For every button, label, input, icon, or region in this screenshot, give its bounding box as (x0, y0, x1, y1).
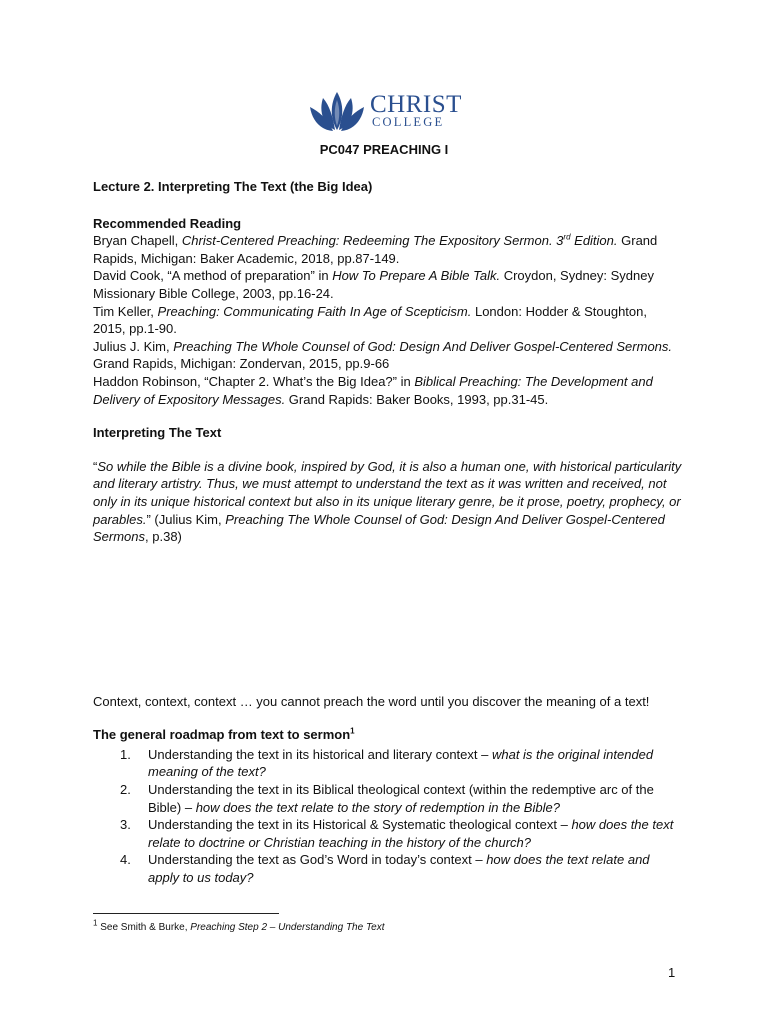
reading-entry: Bryan Chapell, Christ-Centered Preaching: Redeeming The Expository Sermon. 3rd Edition. Grand Rapids, Michigan: Baker Academic, 2018, pp.87-149. (93, 232, 658, 266)
footnote-divider (93, 913, 279, 914)
roadmap-heading: The general roadmap from text to sermon$^1$ (93, 726, 355, 743)
reading-entry: David Cook, “A method of preparation” in How To Prepare A Bible Talk. Croydon, Sydney: Sydney Missionary Bible College, 2003, pp.16-24. (93, 268, 654, 301)
footnote: $^1$ See Smith & Burke, Preaching Step 2 – Understanding The Text (93, 918, 385, 933)
list-item: 4. Understanding the text as God’s Word in today’s context – how does the text relate and apply to us today? (120, 852, 650, 886)
logo-text-christ: CHRIST (370, 91, 462, 118)
reading-entry: Julius J. Kim, Preaching The Whole Counsel of God: Design And Deliver Gospel-Centered Sermons. Grand Rapids, Michigan: Zondervan, 2015, pp.9-66 (93, 338, 673, 372)
context-paragraph: Context, context, context … you cannot preach the word until you discover the meaning of a text! (93, 693, 650, 709)
roadmap-list (93, 746, 683, 887)
lotus-icon (308, 90, 366, 134)
interpreting-heading: Interpreting The Text (93, 425, 222, 441)
reading-list (93, 232, 683, 408)
list-item: 1. Understanding the text in its historical and literary context – what is the original intended meaning of the text? (120, 746, 654, 780)
page-number: 1 (668, 965, 676, 980)
logo-text-college: COLLEGE (372, 115, 445, 129)
course-title: PC047 PREACHING I (319, 142, 449, 157)
kim-quote: “So while the Bible is a divine book, inspired by God, it is also a human one, with historical particularity and literary artistry. Thus, we must attempt to understand the text as it was written and received, not only in its unique historical context but also in its unique literary genre, be it prose, poetry, prophecy, or parables.” (Julius Kim, Preaching The Whole Counsel of God: Design And Deliver Gospel-Centered Sermons, p.38) (93, 458, 682, 545)
college-logo (308, 90, 468, 134)
reading-heading: Recommended Reading (93, 215, 242, 231)
blank-space (93, 546, 683, 693)
main-content (93, 178, 683, 887)
reading-entry: Tim Keller, Preaching: Communicating Faith In Age of Scepticism. London: Hodder & Stoughton, 2015, pp.1-90. (93, 303, 647, 337)
lecture-title: Lecture 2. Interpreting The Text (the Big Idea) (93, 179, 373, 194)
list-item: 2. Understanding the text in its Biblical theological context (within the redemptive arc of the Bible) – how does the text relate to the story of redemption in the Bible? (120, 782, 654, 815)
list-item: 3. Understanding the text in its Historical & Systematic theological context – how does the text relate to doctrine or Christian teaching in the history of the church? (120, 817, 674, 850)
reading-entry: Haddon Robinson, “Chapter 2. What’s the Big Idea?” in Biblical Preaching: The Development and Delivery of Expository Messages. Grand Rapids: Baker Books, 1993, pp.31-45. (93, 373, 653, 407)
